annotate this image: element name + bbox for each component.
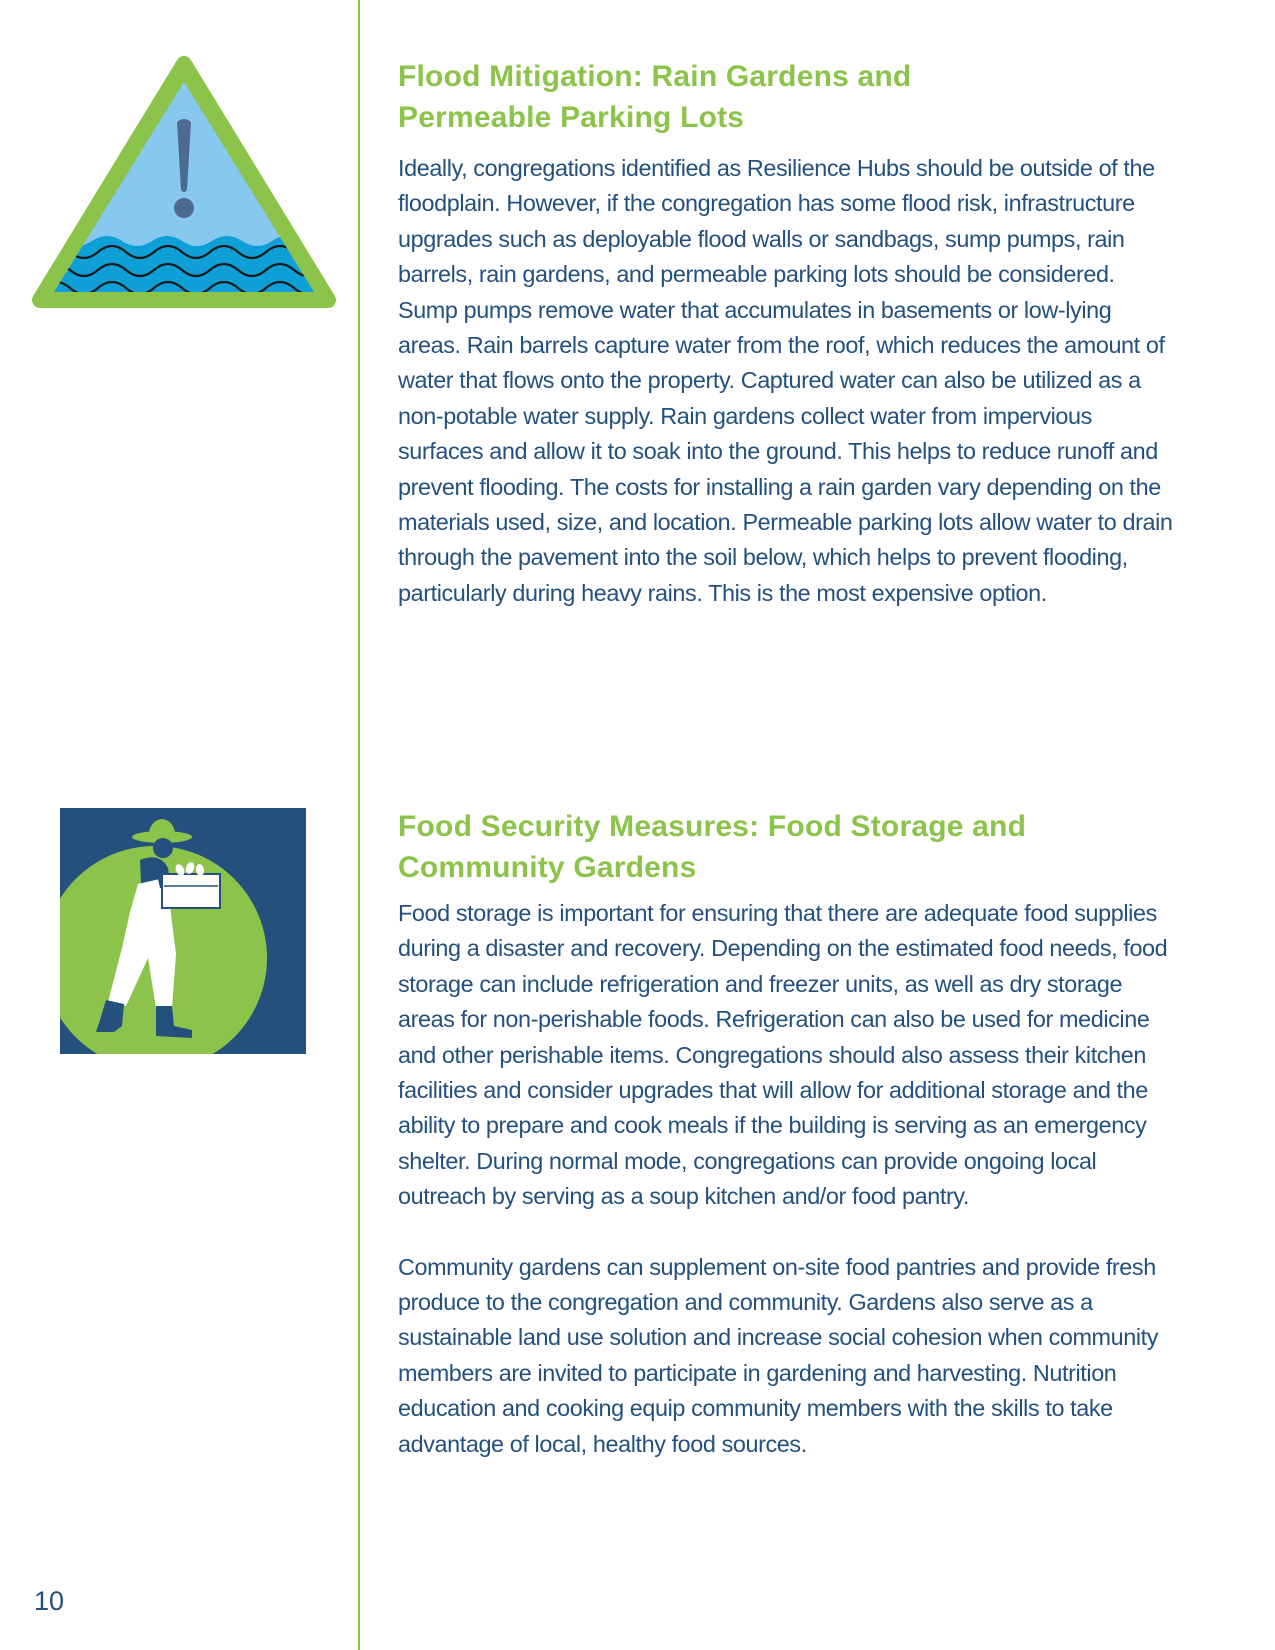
food-storage-paragraph: Food storage is important for ensuring that there are adequate food supplies during a disaster and recovery. Depending on the estimated food needs, food storage can include refrigeration and freezer units, as well as dry storage areas for non-perishable foods. Refrigeration can also be used for medicine and other perishable items. Congregations should also assess their kitchen facilities and consider upgrades that will allow for additional storage and the ability to prepare and cook meals if the building is serving as an emergency shelter. During normal mode, congregations can provide ongoing local outreach by serving as a soup kitchen and/or food pantry. xyxy=(398,900,1168,1210)
flood-heading-line-1: Flood Mitigation: Rain Gardens and xyxy=(398,60,912,93)
column-divider xyxy=(358,0,360,1650)
food-security-heading xyxy=(398,806,1178,888)
flood-warning-icon xyxy=(32,56,337,326)
community-gardens-paragraph: Community gardens can supplement on-site food pantries and provide fresh produce to the congregation and community. Gardens also serve as a sustainable land use solution and increase social cohesion when community members are invited to participate in gardening and harvesting. Nutrition education and cooking equip community members with the skills to take advantage of local, healthy food sources. xyxy=(398,1253,1159,1457)
page-number: 10 xyxy=(34,1586,65,1616)
flood-mitigation-heading xyxy=(398,56,1178,138)
farmer-carrying-produce-icon xyxy=(60,808,306,1054)
flood-heading-line-2: Permeable Parking Lots xyxy=(398,101,745,134)
food-heading-line-2: Community Gardens xyxy=(398,851,697,884)
food-heading-line-1: Food Security Measures: Food Storage and xyxy=(398,810,1027,843)
food-security-section xyxy=(398,806,1178,1462)
flood-mitigation-section xyxy=(398,56,1178,611)
flood-mitigation-body: Ideally, congregations identified as Resilience Hubs should be outside of the floodplain. However, if the congregation has some flood risk, infrastructure upgrades such as deployable flood walls or sandbags, sump pumps, rain barrels, rain gardens, and permeable parking lots should be considered. Sump pumps remove water that accumulates in basements or low-lying areas. Rain barrels capture water from the roof, which reduces the amount of water that flows onto the property. Captured water can also be utilized as a non-potable water supply. Rain gardens collect water from impervious surfaces and allow it to soak into the ground. This helps to reduce runoff and prevent flooding. The costs for installing a rain garden vary depending on the materials used, size, and location. Permeable parking lots allow water to drain through the pavement into the soil below, which helps to prevent flooding, particularly during heavy rains. This is the most expensive option. xyxy=(398,155,1173,606)
